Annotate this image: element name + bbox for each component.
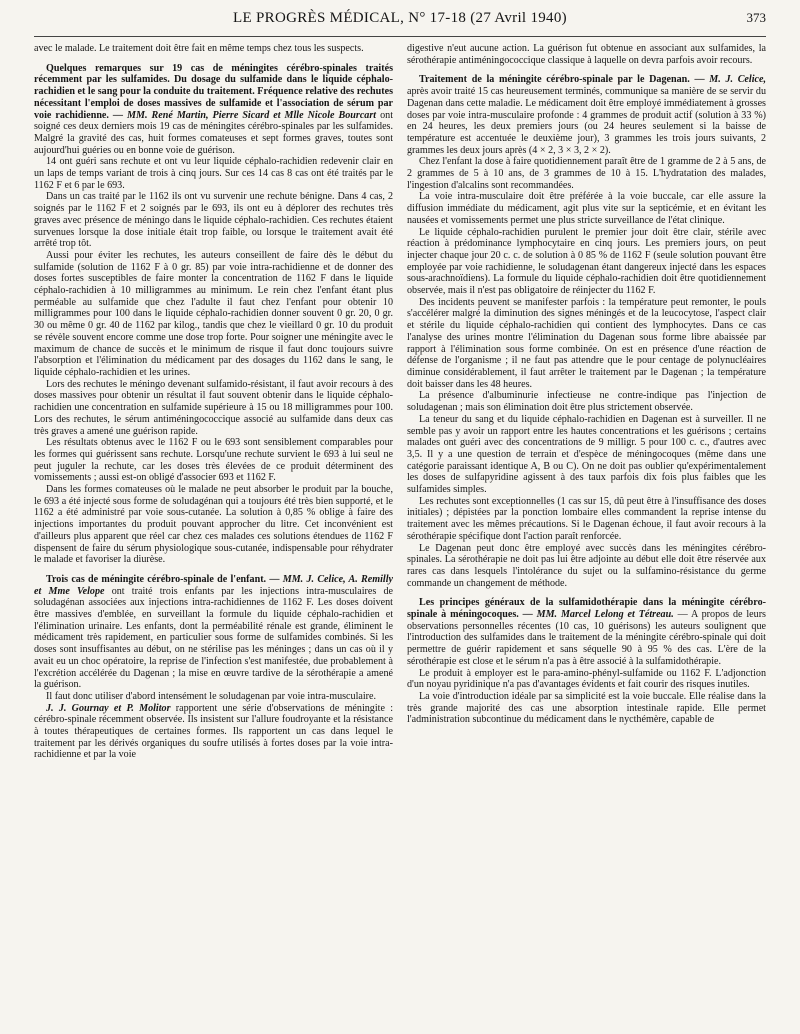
- section-heading: Trois cas de méningite cérébro-spinale de l'enfant. —: [46, 573, 280, 585]
- paragraph: digestive n'eut aucune action. La guérison fut obtenue en associant aux sulfamides, la sérothérapie antiméningococcique classique à laquelle on devra parfois avoir recours.: [407, 43, 766, 66]
- paragraph: 14 ont guéri sans rechute et ont vu leur liquide céphalo-rachidien redevenir clair en un laps de temps variant de trois à cinq jours. Sur ces 14 cas 8 cas ont été traités par le 1162 F et 6 par le 693.: [34, 156, 393, 191]
- section-text: après avoir traité 15 cas heureusement terminés, communique sa manière de se servir du Dagenan dans cette maladie. Le médicament doit être employé immédiatement à grosses doses par voie intra-musculaire profonde : 4 grammes de produit actif (solution à 33 %) en 24 heures, les deux premiers jours (ou 24 heures seulement si la baisse de température est accentuée le deuxième jour), 3 grammes les trois jours suivants, 2 grammes les deux jours après (4 × 2, 3 × 3, 2 × 2).: [407, 86, 766, 156]
- section-lead: [34, 703, 393, 762]
- section-text: ont soigné ces deux derniers mois 19 cas de méningites cérébro-spinales par les sulfamides. Malgré la gravité des cas, huit formes comateuses et sept formes graves, toutes sont aujourd'hui guéries ou en bonne voie de guérison.: [34, 109, 394, 156]
- paragraph: avec le malade. Le traitement doit être fait en même temps chez tous les suspects.: [34, 43, 364, 54]
- section-authors: M. J. Celice,: [709, 74, 767, 86]
- paragraph: La voie intra-musculaire doit être préférée à la voie buccale, car elle assure la diffusion immédiate du médicament, agit plus vite sur la septicémie, et en évitant les nausées et vomissements permet une plus stricte surveillance de l'état clinique.: [407, 191, 766, 226]
- left-column: [34, 43, 393, 761]
- section-lead: [407, 597, 766, 667]
- section-lead: [34, 574, 393, 691]
- paragraph: Chez l'enfant la dose à faire quotidiennement paraît être de 1 gramme de 2 à 5 ans, de 2 grammes de 5 à 10 ans, de 3 grammes de 10 à 15. L'hydratation des malades, l'ingestion d'alcalins sont recommandées.: [407, 156, 766, 191]
- paragraph: Dans les formes comateuses où le malade ne peut absorber le produit par la bouche, le 693 a été injecté sous forme de soludagénan qui a toujours été très bien supporté, et le 1162 a été administré par voie sous-cutanée. La solution à 0,85 % oblige à faire des injections importantes du produit pouvant approcher du litre. Cet inconvénient est d'ailleurs plus apparent que réel car chez ces malades ces solutions étendues de 1162 F dispensent de faire du sérum physiologique sous-cutanée, indispensable pour réhydrater le malade et favoriser la diurèse.: [34, 484, 393, 566]
- paragraph: Des incidents peuvent se manifester parfois : la température peut remonter, le pouls s'accélérer malgré la diminution des signes méningés et de la leucocytose, l'aspect clair et stérile du liquide céphalo-rachidien qui contient des lymphocytes. Dans ce cas l'analyse des urines montre l'élimination du Dagenan sous forme libre abaissée par rapport à l'élimination sous forme combinée. On est en présence d'une réaction de défense de l'organisme ; il ne faut pas attendre que le pour centage de polynucléaires diminue considérablement, il faut arrêter le traitement par le Dagenan ; la température doit baisser dans les 48 heures.: [407, 296, 766, 390]
- section-heading: Les principes généraux de la sulfamidothérapie dans la méningite cérébro-spinale à méningocoques. —: [407, 597, 766, 621]
- paragraph: Aussi pour éviter les rechutes, les auteurs conseillent de faire dès le début du sulfamide (solution de 1162 F à 0 gr. 85) par voie intra-rachidienne et de donner des doses fortes susceptibles de faire monter la concentration de 1162 F dans le liquide céphalo-rachidien à 10 milligrammes au minimum. Le rein chez l'enfant étant plus perméable au sulfamide que chez l'adulte il faut chez l'enfant pour obtenir 10 milligrammes pour 100 dans le liquide céphalo-rachidien donner souvent 0 gr. 20, 0 gr. 30 ou même 0 gr. 40 de 1162 par kilog., tandis que chez le vieillard 0 gr. 10 du produit se révèle souvent encore comme une dose trop forte. Pour soigner une méningite avec le maximum de chance de succès et le minimum de risque il faut donc toujours suivre l'absorption et l'élimination du médicament par des dosages du 1162 dans le sang, le liquide céphalo-rachidien et les urines.: [34, 249, 393, 378]
- section-lead: [407, 74, 766, 156]
- journal-title: LE PROGRÈS MÉDICAL, N° 17-18 (27 Avril 1940): [233, 10, 567, 26]
- paragraph: Dans un cas traité par le 1162 ils ont vu survenir une rechute bénigne. Dans 4 cas, 2 soignés par le 1162 F et 2 soignés par le 693, ils ont eu à déplorer des rechutes très graves avec présence de méningo dans le liquide céphalo-rachidien. Ces rechutes étaient survenues lorsque la dose initiale était trop faible, ou lorsque le traitement avait été arrêté trop tôt.: [34, 191, 393, 250]
- running-header: [34, 10, 766, 37]
- paragraph: Les rechutes sont exceptionnelles (1 cas sur 15, dû peut être à l'insuffisance des doses initiales) ; dépistées par la ponction lombaire elles commandent la reprise intense du traitement avec les mêmes précautions. Si le Dagenan échoue, il faut avoir recours à la sérothérapie spécifique dont l'action paraît renforcée.: [407, 495, 766, 542]
- section-heading: Traitement de la méningite cérébro-spinale par le Dagenan. —: [419, 74, 705, 86]
- paragraph: Le liquide céphalo-rachidien purulent le premier jour doit être clair, stérile avec réaction à prédominance lymphocytaire en cinq jours. Les premiers jours, on peut injecter chaque jour 20 c. c. de solution à 0 85 % de 1162 F (seule solution pouvant être employée par voie rachidienne, le soludagenan étant dangereux injecté dans les espaces sous-arachnoïdiens). La formule du liquide céphalo-rachidien doit être quotidiennement observée, mais il n'est pas obligatoire de réinjecter du 1162 F.: [407, 226, 766, 297]
- paragraph: Les résultats obtenus avec le 1162 F ou le 693 sont sensiblement comparables pour les formes qui guérissent sans rechute. Lorsqu'une rechute survient le 693 à lui seul ne peut juguler la rechute, car les doses très élevées de ce produit déterminent des vomissements ; aussi est-on obligé d'associer 693 et 1162 F.: [34, 437, 393, 484]
- paragraph: La teneur du sang et du liquide céphalo-rachidien en Dagenan est à surveiller. Il ne semble pas y avoir un rapport entre les hautes concentrations et les guérisons ; certains malades ont guéri avec des concentrations de 9 milligr. 5 pour 100 c. c., d'autres avec 3,5. Il y a une question de terrain et d'espèce de méningocoques (même dans une catégorie paraissant identique A, B ou C). On ne doit pas oublier qu'expérimentalement les doses de sulfapyridine agissent à des taux parfois dix fois plus faibles que les sulfamides simples.: [407, 413, 766, 496]
- paragraph: Il faut donc utiliser d'abord intensément le soludagenan par voie intra-musculaire.: [46, 690, 377, 702]
- paragraph: La présence d'albuminurie infectieuse ne contre-indique pas l'injection de soludagenan ; mais son élimination doit être plus strictement observée.: [407, 390, 766, 414]
- paragraph: Le Dagenan peut donc être employé avec succès dans les méningites cérébro-spinales. La sérothérapie ne doit pas lui être adjointe au début elle doit être réservée aux rares cas dans lesquels l'intolérance du sujet ou la sulfamino-résistance du germe commande un changement de méthode.: [407, 542, 766, 589]
- section-heading: Quelques remarques sur 19 cas de méningites cérébro-spinales traités récemment par les sulfamides. Du dosage du sulfamide dans le liquide céphalo-rachidien et le sang pour la conduite du traitement. Fréquence relative des rechutes nécessitant l'emploi de doses massives de sulfamide et l'association de sérum par voie rachidienne. —: [34, 62, 393, 121]
- right-column: [407, 43, 766, 761]
- paragraph: Lors des rechutes le méningo devenant sulfamido-résistant, il faut avoir recours à des doses massives pour obtenir un résultat il faut souvent obtenir dans le liquide céphalo-rachidien une concentration en sulfamide supérieure à 15 ou 18 milligrammes pour 100. Lors des rechutes, le sérum antiméningococcique associé au sulfamide dans deux cas très graves a amené une guérison rapide.: [34, 378, 393, 437]
- section-lead: [34, 63, 393, 157]
- section-authors: MM. Marcel Lelong et Tétreau.: [536, 609, 674, 621]
- paragraph: La voie d'introduction idéale par sa simplicité est la voie buccale. Elle réalise dans la très grande majorité des cas une absorption intestinale rapide. Elle permet l'administration subcontinue du médicament dans le nycthémère, capable de: [407, 690, 766, 726]
- section-authors: MM. René Martin, Pierre Sicard et Mlle Nicole Bourcart: [127, 109, 377, 121]
- page-number: 373: [746, 10, 766, 25]
- paragraph: Le produit à employer est le para-amino-phényl-sulfamide ou 1162 F. L'adjonction d'un noyau pyridinique n'a pas d'avantages évidents et fait courir des risques inutiles.: [407, 667, 766, 691]
- section-text: ont traité trois enfants par les injections intra-musculaires de soludagénan associées aux injections intra-rachidiennes de 1162 F. Les doses doivent être massives d'emblée, en surveillant la formule du liquide céphalo-rachidien et l'élimination urinaire. Les enfants, dont la perméabilité rénale est grande, éliminent le médicament très rapidement, en particulier sous forme de sulfamides combinés. Si les doses sont insuffisantes au début, on ne stérilise pas les méninges ; dans un cas où il y avait eu un choc opératoire, la reprise de l'infection s'est manifestée, due probablement à l'excrétion accélérée du Dagenan ; la mise en œuvre tardive de la sérothérapie a amené la guérison.: [34, 585, 394, 691]
- two-column-body: [34, 43, 766, 761]
- section-text: rapportent une série d'observations de méningite : cérébro-spinale récemment observée. Ils insistent sur l'allure foudroyante et la résistance à toutes thérapeutiques de certaines formes. Ils rapportent un cas dans lequel le traitement par les dérivés organiques du soufre utilisés à fortes doses par la voie intra-rachidienne et par la voie: [34, 702, 393, 761]
- section-authors: J. J. Gournay et P. Molitor: [46, 702, 171, 714]
- section-authors: MM. J. Celice, A. Remilly et Mme Velope: [34, 573, 394, 597]
- section-text: — A propos de leurs observations personnelles récentes (10 cas, 10 guérisons) les auteurs soulignent que l'introduction des sulfamides dans le traitement de la méningite cérébro-spinale qui doit permettre de guérir rapidement et sans séquelle 90 à 95 % des cas. L'ère de la sérothérapie est close et le sérum n'a pas à être associé à la sulfamidothérapie.: [407, 609, 766, 667]
